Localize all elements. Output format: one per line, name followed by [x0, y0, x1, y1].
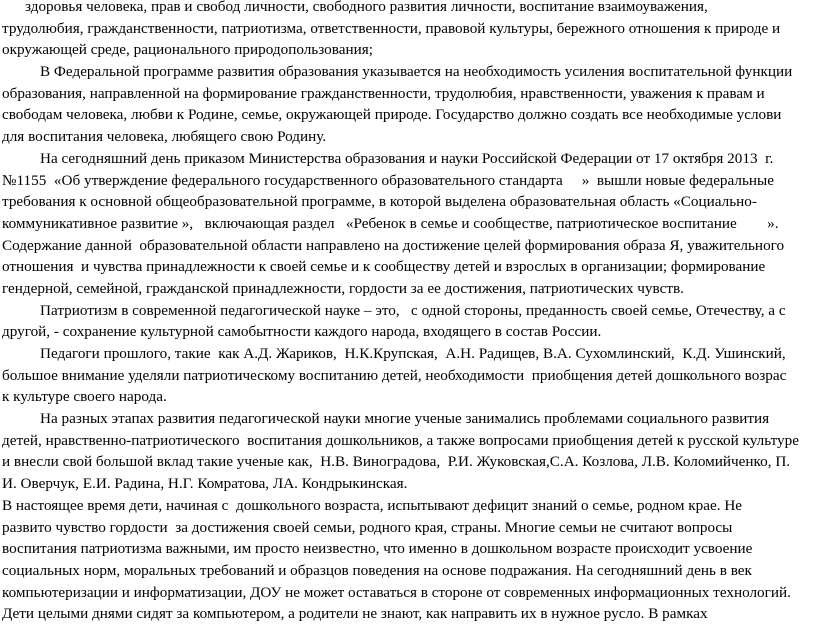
text-line: И. Оверчук, Е.И. Радина, Н.Г. Комратова, ЛА. Кондрыкинская.	[2, 475, 408, 493]
text-line: требования к основной общеобразовательной программе, в которой выделена образовательная область «Социально-	[2, 193, 757, 211]
text-line: образования, направленной на формирование гражданственности, трудолюбия, нравственности, уважения к правам и	[2, 84, 765, 102]
text-line: окружающей среде, рационального природопользования;	[2, 41, 373, 59]
text-line: воспитания патриотизма важными, им просто неизвестно, что именно в дошкольном возрасте происходит усвоение	[2, 540, 753, 558]
text-line: Педагоги прошлого, такие как А.Д. Жариков, Н.К.Крупская, А.Н. Радищев, В.А. Сухомлинский, К.Д. Ушинский,	[40, 345, 786, 362]
text-line: и внесли свой большой вклад такие ученые как, Н.В. Виноградова, Р.И. Жуковская,С.А. Козлова, Л.В. Коломийченко, П.	[2, 453, 791, 471]
text-line: Дети целыми днями сидят за компьютером, а родители не знают, как направить их в нужное русло. В рамках	[2, 605, 708, 623]
text-line: развито чувство гордости за достижения своей семьи, родного края, страны. Многие семьи не считают вопросы	[2, 518, 733, 536]
text-line: Содержание данной образовательной области направлено на достижение целей формирования образа Я, уважительного	[2, 236, 785, 254]
text-line: свободам человека, любви к Родине, семье, окружающей природе. Государство должно создать все необходимые услови	[2, 106, 782, 124]
text-line: трудолюбия, гражданственности, патриотизма, ответственности, правовой культуры, бережного отношения к природе и	[2, 19, 781, 37]
text-line: В настоящее время дети, начиная с дошкольного возраста, испытывают дефицит знаний о семье, родном крае. Не	[2, 496, 743, 514]
text-line: В Федеральной программе развития образования указывается на необходимость усиления воспитательной функции	[40, 63, 793, 81]
text-line: отношения и чувства принадлежности к своей семье и к сообществу детей и взрослых в организации; формирование	[2, 258, 766, 276]
text-line: №1155 «Об утверждение федерального государственного образовательного стандарта » вышли новые федеральные	[2, 171, 774, 189]
text-line: гендерной, семейной, гражданской принадлежности, гордости за ее достижения, патриотических чувств.	[2, 279, 684, 297]
text-line: На сегодняшний день приказом Министерства образования и науки Российской Федерации от 17 октября 2013 г.	[40, 149, 774, 167]
text-line: коммуникативное развитие », включающая раздел «Ребенок в семье и сообществе, патриотическое воспитание ».	[2, 214, 779, 232]
text-line: детей, нравственно-патриотического воспитания дошкольников, а также вопросами приобщения детей к русской культуре	[2, 431, 799, 449]
text-line: здоровья человека, прав и свобод личности, свободного развития личности, воспитание взаимоуважения,	[25, 0, 708, 15]
text-line: другой, - сохранение культурной самобытности каждого народа, входящего в состав России.	[2, 323, 602, 341]
text-line: большое внимание уделяли патриотическому воспитанию детей, необходимости приобщения детей дошкольного возрас	[2, 366, 787, 384]
text-line: к культуре своего народа.	[2, 388, 167, 406]
text-line: Патриотизм в современной педагогической науке – это, с одной стороны, преданность своей семье, Отечеству, а с	[40, 301, 786, 319]
text-line: На разных этапах развития педагогической науки многие ученые занимались проблемами социального развития	[40, 410, 770, 428]
text-line: социальных норм, моральных требований и образцов поведения на основе подражания. На сегодняшний день в век	[2, 561, 752, 579]
text-line: для воспитания человека, любящего свою Родину.	[2, 128, 327, 146]
text-line: компьютеризации и информатизации, ДОУ не может оставаться в стороне от современных информационных технологий.	[2, 583, 791, 601]
